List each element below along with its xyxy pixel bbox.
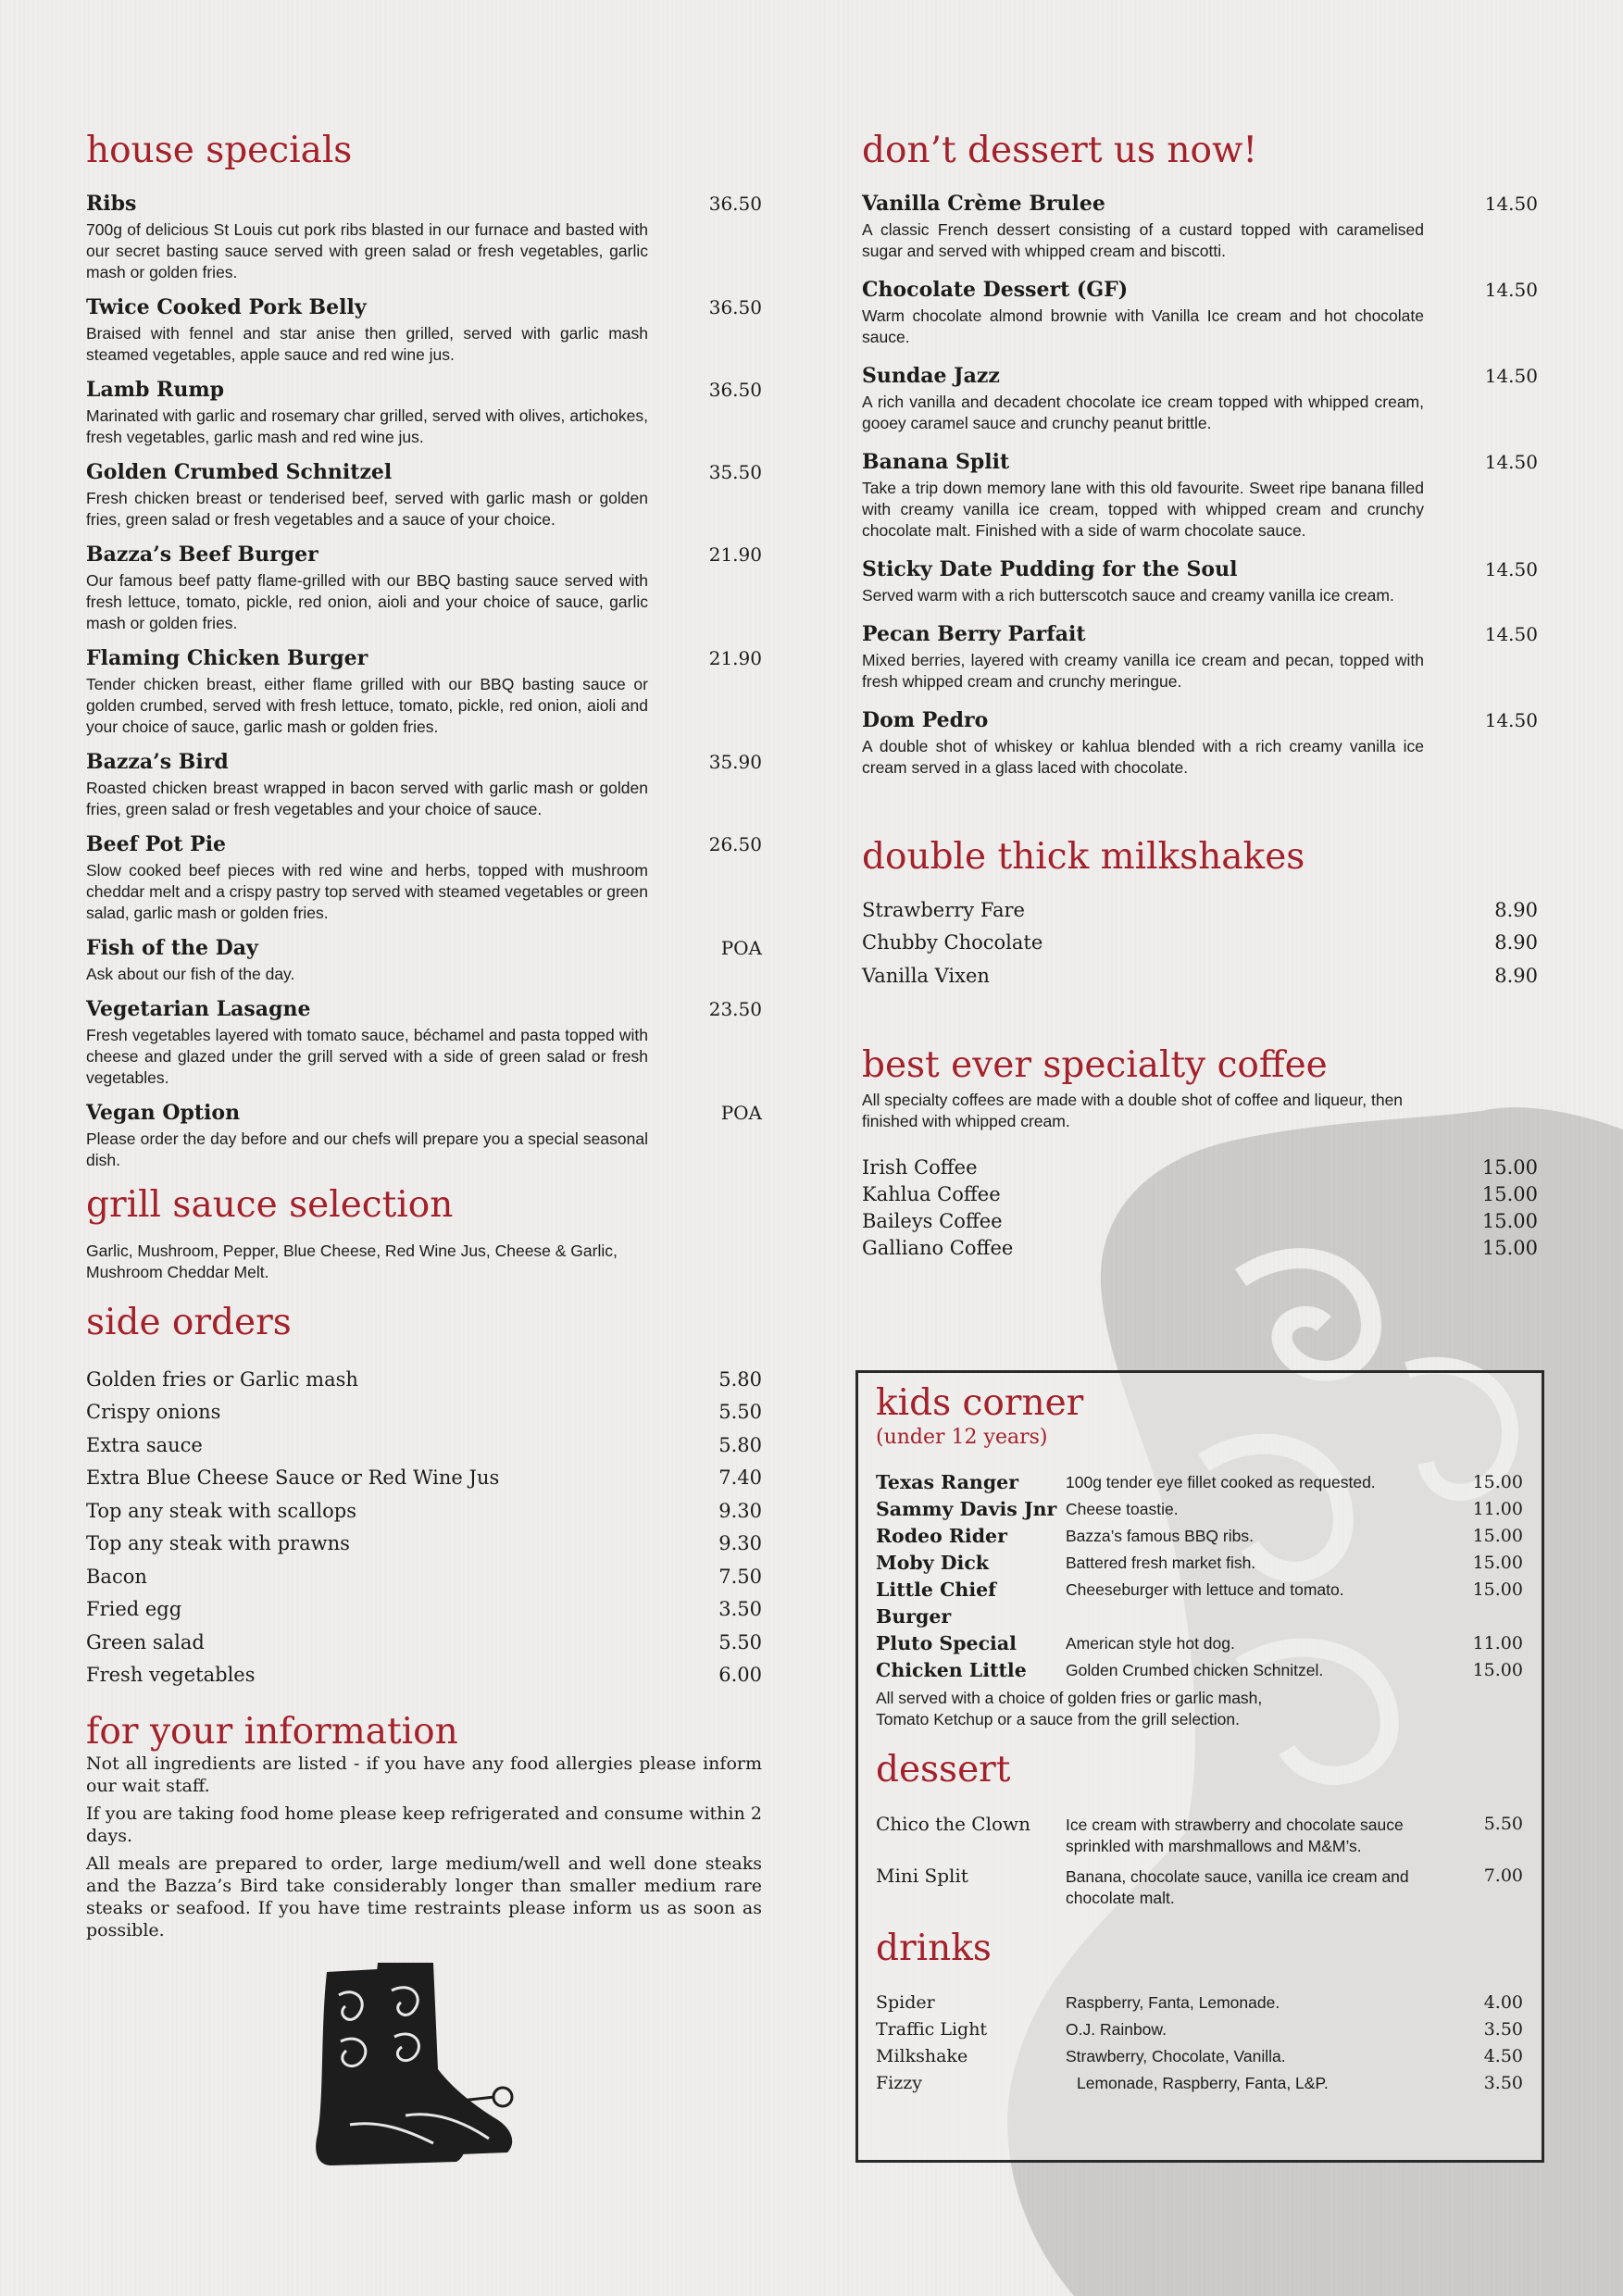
kids-menu-list: [876, 1469, 1523, 1684]
side-order-price: 5.80: [718, 1433, 762, 1456]
kids-menu-row: [876, 1577, 1523, 1630]
milkshake-price: 8.90: [1494, 964, 1538, 987]
item-description: Slow cooked beef pieces with red wine and herbs, topped with mushroom cheddar melt and a crispy pastry top served with steamed vegetables or green salad, garlic mash or golden fries.: [86, 860, 648, 922]
cowboy-boots-icon: [313, 1958, 535, 2171]
side-order-price: 7.50: [718, 1565, 762, 1588]
item-price: 14.50: [1484, 364, 1538, 387]
coffee-name: Kahlua Coffee: [862, 1183, 1001, 1206]
item-price: 36.50: [708, 295, 762, 318]
kids-dessert-row: [876, 1865, 1523, 1909]
kids-drink-name: Traffic Light: [876, 2018, 988, 2040]
right-column: [862, 131, 1538, 1262]
side-order-name: Top any steak with scallops: [86, 1499, 356, 1522]
side-order-row: [86, 1627, 762, 1660]
milkshake-name: Chubby Chocolate: [862, 931, 1043, 955]
kids-drink-desc: O.J. Rainbow.: [1066, 2019, 1167, 2039]
kids-drink-desc: Lemonade, Raspberry, Fanta, L&P.: [1077, 2073, 1329, 2092]
coffee-row: [862, 1235, 1538, 1262]
milkshake-price: 8.90: [1494, 931, 1538, 955]
milkshake-price: 8.90: [1494, 898, 1538, 921]
side-order-row: [86, 1364, 762, 1397]
menu-item: [86, 295, 762, 366]
side-orders-title: side orders: [86, 1301, 292, 1343]
kids-drink-row: [876, 2043, 1523, 2070]
kids-item-name: Sammy Davis Jnr: [876, 1497, 1057, 1520]
item-name: Vegetarian Lasagne: [86, 996, 311, 1021]
side-orders-list: [86, 1364, 762, 1692]
item-description: Marinated with garlic and rosemary char grilled, served with olives, artichokes, fresh vegetables, garlic mash and red wine jus.: [86, 406, 648, 446]
milkshake-row: [862, 894, 1538, 928]
coffee-intro: All specialty coffees are made with a double shot of coffee and liqueur, then finished with whipped cream.: [862, 1091, 1404, 1131]
left-column: [86, 131, 762, 1947]
item-price: 36.50: [708, 378, 762, 401]
coffee-list: [862, 1154, 1538, 1262]
item-price: 14.50: [1484, 192, 1538, 215]
menu-item: [862, 450, 1538, 542]
item-name: Beef Pot Pie: [86, 831, 227, 856]
side-order-name: Extra sauce: [86, 1433, 203, 1456]
kids-drinks-list: [876, 1990, 1523, 2097]
kids-item-desc: Battered fresh market fish.: [1066, 1553, 1256, 1572]
item-price: 14.50: [1484, 450, 1538, 473]
side-order-row: [86, 1495, 762, 1529]
milkshake-row: [862, 960, 1538, 993]
kids-dessert-price: 7.00: [1483, 1865, 1523, 1886]
desserts-list: [862, 192, 1538, 779]
side-order-name: Fresh vegetables: [86, 1664, 256, 1687]
coffee-price: 15.00: [1481, 1210, 1538, 1233]
side-order-price: 5.50: [718, 1401, 762, 1424]
milkshake-name: Strawberry Fare: [862, 898, 1025, 921]
kids-drink-desc: Raspberry, Fanta, Lemonade.: [1066, 1992, 1280, 2012]
side-order-row: [86, 1593, 762, 1627]
item-name: Golden Crumbed Schnitzel: [86, 459, 393, 484]
item-name: Pecan Berry Parfait: [862, 621, 1086, 646]
kids-menu-row: [876, 1496, 1523, 1523]
side-order-name: Top any steak with prawns: [86, 1532, 350, 1555]
menu-item: [862, 364, 1538, 434]
kids-item-desc: American style hot dog.: [1066, 1633, 1235, 1653]
kids-corner-box: [855, 1370, 1544, 2163]
item-price: POA: [720, 1101, 762, 1124]
item-price: POA: [720, 936, 762, 959]
item-description: A rich vanilla and decadent chocolate ice cream topped with whipped cream, gooey caramel sauce and crunchy peanut brittle.: [862, 392, 1424, 432]
kids-item-price: 11.00: [1472, 1498, 1523, 1519]
item-name: Bazza’s Bird: [86, 749, 229, 774]
side-order-row: [86, 1396, 762, 1429]
item-price: 21.90: [708, 543, 762, 566]
kids-drink-price: 4.00: [1483, 1991, 1523, 2013]
item-description: Take a trip down memory lane with this old favourite. Sweet ripe banana filled with creamy vanilla ice cream, topped with whipped cream and crunchy chocolate malt. Finished with a side of warm chocolate sauce.: [862, 478, 1424, 540]
menu-item: [86, 378, 762, 448]
menu-item: [86, 543, 762, 634]
side-order-name: Green salad: [86, 1630, 205, 1653]
kids-dessert-desc: Ice cream with strawberry and chocolate sauce sprinkled with marshmallows and M&M’s.: [1066, 1815, 1404, 1855]
side-order-price: 5.80: [718, 1367, 762, 1391]
item-name: Ribs: [86, 191, 137, 216]
item-description: A classic French dessert consisting of a custard topped with caramelised sugar and served with whipped cream and biscotti.: [862, 219, 1424, 260]
side-order-row: [86, 1528, 762, 1561]
item-name: Twice Cooked Pork Belly: [86, 294, 367, 319]
kids-dessert-title: dessert: [876, 1748, 1011, 1791]
item-description: Fresh chicken breast or tenderised beef, served with garlic mash or golden fries, green salad or fresh vegetables and a sauce of your choice.: [86, 488, 648, 529]
menu-item: [86, 460, 762, 530]
item-description: Fresh vegetables layered with tomato sauce, béchamel and pasta topped with cheese and glazed under the grill served with a side of green salad or fresh vegetables.: [86, 1025, 648, 1087]
item-description: Braised with fennel and star anise then grilled, served with garlic mash steamed vegetables, apple sauce and red wine jus.: [86, 323, 648, 364]
kids-item-price: 15.00: [1472, 1578, 1523, 1600]
side-order-row: [86, 1462, 762, 1495]
info-paragraph: All meals are prepared to order, large medium/well and well done steaks and the Bazza’s Bird take considerably longer than smaller medium rare steaks or seafood. If you have time restraints please inform us as soon as possible.: [86, 1853, 762, 1940]
kids-item-name: Texas Ranger: [876, 1470, 1019, 1493]
coffee-name: Galliano Coffee: [862, 1237, 1014, 1260]
info-paragraph: Not all ingredients are listed - if you have any food allergies please inform our wait staff.: [86, 1753, 762, 1796]
item-price: 35.50: [708, 460, 762, 483]
kids-item-name: Moby Dick: [876, 1551, 989, 1574]
kids-dessert-desc: Banana, chocolate sauce, vanilla ice cream and chocolate malt.: [1066, 1866, 1409, 1907]
kids-drink-row: [876, 1990, 1523, 2016]
milkshakes-title: double thick milkshakes: [862, 835, 1305, 878]
kids-dessert-row: [876, 1813, 1523, 1857]
item-description: Served warm with a rich butterscotch sauce and creamy vanilla ice cream.: [862, 585, 1394, 605]
kids-corner-title: kids corner: [876, 1382, 1084, 1424]
info-text: [86, 1753, 762, 1941]
kids-menu-row: [876, 1523, 1523, 1550]
kids-item-price: 15.00: [1472, 1525, 1523, 1546]
item-name: Sundae Jazz: [862, 363, 1000, 388]
side-order-name: Crispy onions: [86, 1401, 221, 1424]
kids-note: All served with a choice of golden fries or garlic mash, Tomato Ketchup or a sauce from the grill selection.: [876, 1688, 1263, 1728]
item-price: 35.90: [708, 750, 762, 773]
kids-drink-price: 3.50: [1483, 2072, 1523, 2093]
kids-item-desc: Cheese toastie.: [1066, 1499, 1179, 1518]
grill-sauce-text: Garlic, Mushroom, Pepper, Blue Cheese, Red Wine Jus, Cheese & Garlic, Mushroom Cheddar Melt.: [86, 1241, 618, 1281]
milkshake-name: Vanilla Vixen: [862, 964, 990, 987]
side-order-name: Fried egg: [86, 1598, 182, 1621]
menu-item: [86, 192, 762, 283]
menu-item: [862, 622, 1538, 693]
item-description: Ask about our fish of the day.: [86, 964, 295, 983]
item-name: Banana Split: [862, 449, 1010, 474]
coffee-title: best ever specialty coffee: [862, 1044, 1328, 1087]
menu-item: [862, 192, 1538, 262]
kids-item-name: Chicken Little: [876, 1658, 1027, 1681]
item-price: 14.50: [1484, 557, 1538, 580]
info-paragraph: If you are taking food home please keep refrigerated and consume within 2 days.: [86, 1803, 762, 1846]
side-order-row: [86, 1561, 762, 1594]
coffee-price: 15.00: [1481, 1156, 1538, 1179]
kids-drink-price: 4.50: [1483, 2045, 1523, 2066]
side-order-name: Bacon: [86, 1565, 147, 1588]
kids-item-desc: Golden Crumbed chicken Schnitzel.: [1066, 1660, 1324, 1679]
kids-item-desc: Bazza’s famous BBQ ribs.: [1066, 1526, 1254, 1545]
coffee-price: 15.00: [1481, 1237, 1538, 1260]
kids-drink-name: Milkshake: [876, 2045, 968, 2066]
item-name: Fish of the Day: [86, 935, 258, 960]
kids-corner-subtitle: (under 12 years): [876, 1425, 1048, 1449]
side-order-price: 3.50: [718, 1598, 762, 1621]
kids-item-price: 15.00: [1472, 1552, 1523, 1573]
item-price: 14.50: [1484, 278, 1538, 301]
kids-drink-row: [876, 2070, 1523, 2097]
item-name: Flaming Chicken Burger: [86, 645, 368, 670]
item-name: Chocolate Dessert (GF): [862, 277, 1129, 302]
milkshakes-list: [862, 894, 1538, 993]
side-order-row: [86, 1429, 762, 1463]
menu-item: [862, 278, 1538, 348]
kids-drink-desc: Strawberry, Chocolate, Vanilla.: [1066, 2046, 1286, 2065]
menu-item: [862, 557, 1538, 606]
item-description: 700g of delicious St Louis cut pork ribs blasted in our furnace and basted with our secret basting sauce served with green salad or fresh vegetables, garlic mash or golden fries.: [86, 219, 648, 281]
menu-item: [862, 708, 1538, 779]
kids-drink-name: Spider: [876, 1991, 935, 2013]
kids-drinks-title: drinks: [876, 1927, 992, 1969]
item-name: Vanilla Crème Brulee: [862, 191, 1105, 216]
menu-item: [86, 646, 762, 738]
kids-drink-price: 3.50: [1483, 2018, 1523, 2040]
kids-dessert-price: 5.50: [1483, 1813, 1523, 1834]
kids-item-price: 15.00: [1472, 1471, 1523, 1492]
kids-menu-row: [876, 1469, 1523, 1496]
item-description: Warm chocolate almond brownie with Vanilla Ice cream and hot chocolate sauce.: [862, 306, 1424, 346]
item-description: Roasted chicken breast wrapped in bacon served with garlic mash or golden fries, green salad or fresh vegetables and your choice of sauce.: [86, 778, 648, 818]
side-order-price: 9.30: [718, 1499, 762, 1522]
item-price: 23.50: [708, 997, 762, 1020]
kids-item-name: Pluto Special: [876, 1631, 1017, 1654]
coffee-row: [862, 1208, 1538, 1235]
menu-item: [86, 936, 762, 985]
item-description: A double shot of whiskey or kahlua blended with a rich creamy vanilla ice cream served in a glass laced with chocolate.: [862, 736, 1424, 777]
coffee-row: [862, 1154, 1538, 1181]
item-description: Mixed berries, layered with creamy vanilla ice cream and pecan, topped with fresh whipped cream and crunchy meringue.: [862, 650, 1424, 691]
coffee-row: [862, 1181, 1538, 1208]
menu-item: [86, 1101, 762, 1171]
item-price: 21.90: [708, 646, 762, 669]
kids-item-name: Rodeo Rider: [876, 1524, 1007, 1547]
item-price: 26.50: [708, 832, 762, 855]
side-order-price: 6.00: [718, 1664, 762, 1687]
kids-item-desc: 100g tender eye fillet cooked as requested.: [1066, 1472, 1376, 1491]
side-order-price: 7.40: [718, 1466, 762, 1490]
info-title: for your information: [86, 1710, 458, 1753]
item-price: 14.50: [1484, 708, 1538, 731]
kids-menu-row: [876, 1550, 1523, 1577]
coffee-name: Baileys Coffee: [862, 1210, 1003, 1233]
grill-sauce-title: grill sauce selection: [86, 1183, 454, 1226]
kids-dessert-name: Mini Split: [876, 1864, 968, 1887]
item-description: Our famous beef patty flame-grilled with our BBQ basting sauce served with fresh lettuce, tomato, pickle, red onion, aioli and your choice of sauce, garlic mash or golden fries.: [86, 570, 648, 632]
menu-item: [86, 997, 762, 1089]
coffee-name: Irish Coffee: [862, 1156, 978, 1179]
coffee-price: 15.00: [1481, 1183, 1538, 1206]
item-description: Please order the day before and our chefs will prepare you a special seasonal dish.: [86, 1129, 648, 1169]
item-name: Lamb Rump: [86, 377, 224, 402]
house-specials-title: house specials: [86, 130, 353, 171]
kids-drink-row: [876, 2016, 1523, 2043]
side-order-row: [86, 1659, 762, 1692]
menu-item: [86, 832, 762, 924]
side-order-name: Extra Blue Cheese Sauce or Red Wine Jus: [86, 1466, 500, 1490]
item-name: Bazza’s Beef Burger: [86, 542, 318, 567]
kids-item-price: 11.00: [1472, 1632, 1523, 1653]
kids-dessert-list: [876, 1813, 1523, 1909]
desserts-title: don’t dessert us now!: [862, 130, 1258, 171]
item-name: Vegan Option: [86, 1100, 241, 1125]
item-name: Sticky Date Pudding for the Soul: [862, 556, 1238, 581]
side-order-name: Golden fries or Garlic mash: [86, 1367, 358, 1391]
kids-menu-row: [876, 1630, 1523, 1657]
item-price: 36.50: [708, 192, 762, 215]
house-specials-list: [86, 192, 762, 1171]
side-order-price: 9.30: [718, 1532, 762, 1555]
milkshake-row: [862, 927, 1538, 960]
side-order-price: 5.50: [718, 1630, 762, 1653]
item-description: Tender chicken breast, either flame grilled with our BBQ basting sauce or golden crumbed, served with fresh lettuce, tomato, pickle, red onion, aioli and your choice of sauce, garlic mash or golden fries.: [86, 674, 648, 736]
menu-item: [86, 750, 762, 820]
kids-menu-row: [876, 1657, 1523, 1684]
kids-item-name: Little Chief Burger: [876, 1578, 996, 1628]
kids-item-price: 15.00: [1472, 1659, 1523, 1680]
item-price: 14.50: [1484, 622, 1538, 645]
kids-drink-name: Fizzy: [876, 2072, 923, 2093]
item-name: Dom Pedro: [862, 707, 989, 732]
kids-item-desc: Cheeseburger with lettuce and tomato.: [1066, 1579, 1344, 1599]
kids-dessert-name: Chico the Clown: [876, 1812, 1031, 1835]
